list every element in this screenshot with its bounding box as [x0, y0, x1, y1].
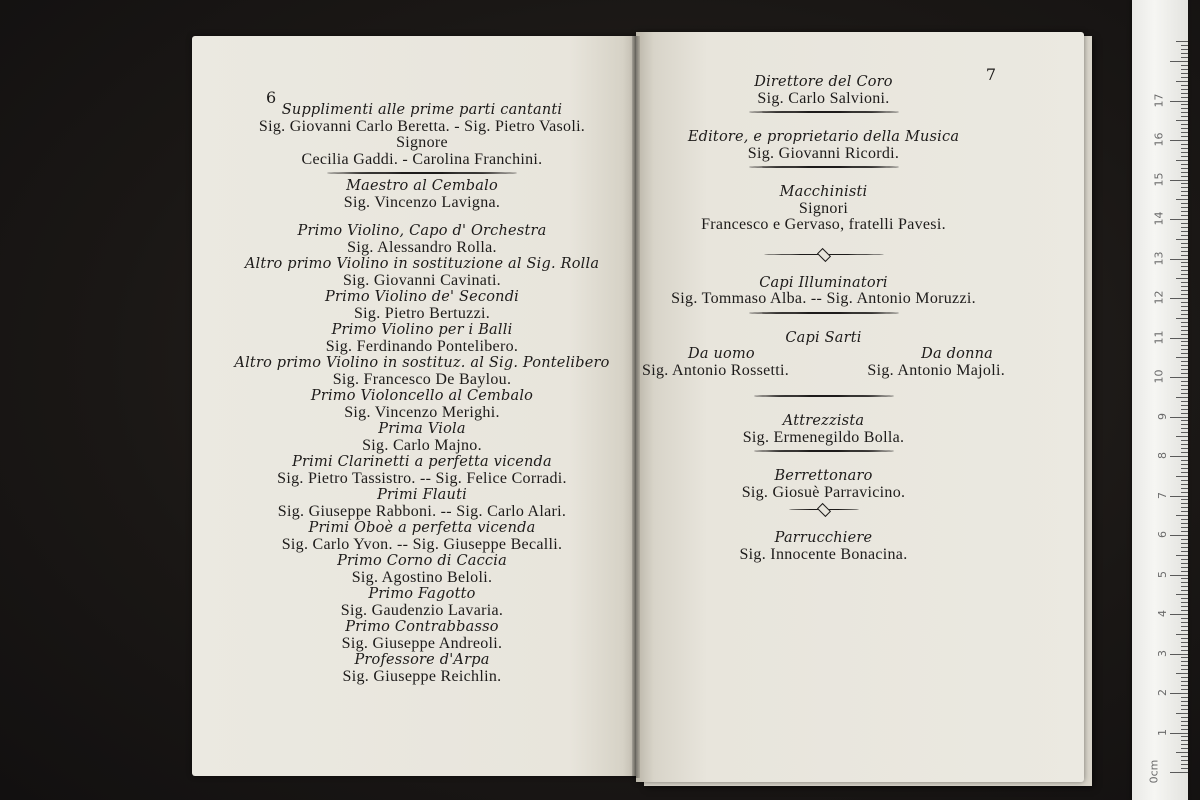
spacer [636, 172, 1011, 184]
ruler-tick [1181, 626, 1188, 627]
ruler-tick [1181, 582, 1188, 583]
page-number-left: 6 [266, 88, 277, 107]
ruler-tick [1181, 93, 1188, 94]
name-line: Sig. Carlo Majno. [362, 436, 482, 454]
ruler-tick [1181, 326, 1188, 327]
ruler-tick [1181, 168, 1188, 169]
ruler-tick [1181, 464, 1188, 465]
ruler-tick [1181, 128, 1188, 129]
ruler-tick [1181, 606, 1188, 607]
ruler-tick [1176, 673, 1188, 674]
open-booklet [192, 36, 1090, 782]
ruler-tick [1181, 721, 1188, 722]
sarti-donna [867, 346, 1005, 379]
ruler-tick [1181, 523, 1188, 524]
ruler-tick [1181, 448, 1188, 449]
ruler-tick [1176, 634, 1188, 635]
ruler-tick [1181, 717, 1188, 718]
ruler-tick [1181, 262, 1188, 263]
ruler-tick [1181, 274, 1188, 275]
ruler-tick [1181, 405, 1188, 406]
ruler-tick [1181, 638, 1188, 639]
name-line: Sig. Gaudenzio Lavaria. [340, 601, 504, 619]
ruler-tick [1181, 480, 1188, 481]
section-heading: Primo Violino, Capo d' Orchestra [297, 223, 547, 239]
ruler-tick [1181, 112, 1188, 113]
ruler-tick [1181, 393, 1188, 394]
ruler-tick [1181, 322, 1188, 323]
ruler-tick [1181, 650, 1188, 651]
ruler-tick [1181, 519, 1188, 520]
section-heading: Berrettonaro [774, 468, 873, 484]
ruler-tick [1181, 586, 1188, 587]
decorative-rule [749, 312, 899, 314]
name-line: Sig. Vincenzo Merighi. [344, 403, 500, 421]
right-page-text [636, 74, 1011, 563]
ruler-tick [1181, 341, 1188, 342]
section-heading: Primi Oboè a perfetta vicenda [308, 520, 536, 536]
ruler-tick [1181, 85, 1188, 86]
ruler-tick [1181, 689, 1188, 690]
ruler-tick [1181, 314, 1188, 315]
ruler-tick [1181, 610, 1188, 611]
ruler-tick [1181, 744, 1188, 745]
ruler-label: 1 [1156, 728, 1169, 736]
name-line: Francesco e Gervaso, fratelli Pavesi. [701, 216, 946, 233]
ruler-tick [1181, 578, 1188, 579]
ruler-tick [1181, 507, 1188, 508]
ruler-tick [1170, 535, 1188, 536]
ruler-tick [1181, 484, 1188, 485]
sarti-uomo-name: Sig. Antonio Rossetti. [642, 361, 790, 379]
ruler-tick [1181, 511, 1188, 512]
ruler-tick [1181, 270, 1188, 271]
right-page [636, 32, 1084, 782]
ruler-tick [1181, 156, 1188, 157]
ruler-tick [1176, 752, 1188, 753]
ruler-label: 0cm [1147, 759, 1161, 784]
section-heading: Prima Viola [378, 421, 466, 437]
ruler-tick [1181, 657, 1188, 658]
section-heading: Altro primo Violino in sostituz. al Sig. Pontelibero [234, 355, 610, 371]
ruler-tick [1181, 551, 1188, 552]
ruler-tick [1181, 452, 1188, 453]
section-heading: Primo Violino per i Balli [331, 322, 513, 338]
name-line: Sig. Vincenzo Lavigna. [343, 193, 501, 211]
ruler-tick [1181, 286, 1188, 287]
ruler-tick [1181, 183, 1188, 184]
ruler-label: 15 [1152, 172, 1166, 186]
ruler-tick [1181, 547, 1188, 548]
ruler-tick [1181, 294, 1188, 295]
ruler-tick [1181, 187, 1188, 188]
section-heading: Capi Illuminatori [759, 274, 888, 291]
name-line: Signori [798, 199, 849, 217]
sarti-uomo [642, 346, 789, 379]
ruler-tick [1170, 377, 1188, 378]
ruler-tick [1170, 180, 1188, 181]
ruler-tick [1181, 420, 1188, 421]
ruler-tick [1181, 132, 1188, 133]
ruler-tick [1181, 104, 1188, 105]
ruler-tick [1181, 207, 1188, 208]
ruler-tick [1181, 685, 1188, 686]
ruler-tick [1181, 432, 1188, 433]
ruler-tick [1181, 251, 1188, 252]
ruler-tick [1181, 334, 1188, 335]
spacer [636, 318, 1011, 330]
spacer [636, 401, 1011, 413]
ruler-tick [1176, 357, 1188, 358]
ruler-tick [1181, 53, 1188, 54]
ruler-label: 7 [1156, 491, 1169, 499]
ruler-tick [1181, 618, 1188, 619]
ruler-tick [1170, 456, 1188, 457]
ruler-tick [1181, 740, 1188, 741]
ruler-label: 10 [1152, 369, 1166, 384]
ruler-tick [1181, 646, 1188, 647]
ruler-tick [1181, 725, 1188, 726]
name-line: Sig. Innocente Bonacina. [739, 545, 908, 563]
ruler-tick [1181, 211, 1188, 212]
ruler-tick [1176, 476, 1188, 477]
ruler-tick [1181, 661, 1188, 662]
ruler-tick [1181, 681, 1188, 682]
ruler-tick [1181, 235, 1188, 236]
ruler-tick [1181, 590, 1188, 591]
ruler-tick [1170, 101, 1188, 102]
ruler-tick [1170, 140, 1188, 141]
ruler-tick [1181, 152, 1188, 153]
ruler-tick [1181, 559, 1188, 560]
ruler-tick [1176, 713, 1188, 714]
ruler-tick [1176, 555, 1188, 556]
decorative-rule [749, 166, 899, 168]
ruler-tick [1181, 266, 1188, 267]
ruler-tick [1181, 527, 1188, 528]
decorative-rule [754, 395, 894, 397]
ruler-tick [1181, 89, 1188, 90]
decorative-rule [754, 450, 894, 452]
ruler-label: 4 [1156, 610, 1169, 617]
ruler-tick [1181, 148, 1188, 149]
ruler-tick [1176, 594, 1188, 595]
name-line: Sig. Ermenegildo Bolla. [742, 428, 905, 446]
ruler-tick [1176, 239, 1188, 240]
decorative-rule [327, 172, 517, 174]
ruler-tick [1170, 219, 1188, 220]
sarti-donna-heading: Da donna [921, 346, 993, 362]
ruler-tick [1176, 436, 1188, 437]
ruler-tick [1181, 361, 1188, 362]
ruler-tick [1181, 440, 1188, 441]
capi-sarti-columns [636, 346, 1011, 379]
ruler-label: 9 [1156, 412, 1169, 420]
ruler-tick [1181, 365, 1188, 366]
ruler-tick [1181, 144, 1188, 145]
ruler-tick [1181, 665, 1188, 666]
ruler-tick [1181, 136, 1188, 137]
ruler-tick [1181, 164, 1188, 165]
ruler-tick [1181, 223, 1188, 224]
section-heading: Primo Violoncello al Cembalo [310, 388, 534, 404]
ruler-tick [1181, 349, 1188, 350]
section-heading: Editore, e proprietario della Musica [687, 129, 960, 145]
ruler-tick [1181, 369, 1188, 370]
ruler-tick [1181, 381, 1188, 382]
ruler-tick [1181, 705, 1188, 706]
ruler-tick [1181, 630, 1188, 631]
ruler-tick [1181, 203, 1188, 204]
ruler-label: 12 [1152, 290, 1166, 305]
section-heading: Primo Corno di Caccia [337, 553, 507, 569]
name-line: Sig. Tommaso Alba. -- Sig. Antonio Moruzzi. [671, 290, 976, 307]
ruler-tick [1181, 345, 1188, 346]
ruler-tick [1181, 176, 1188, 177]
ruler-tick [1176, 199, 1188, 200]
ruler-tick [1170, 298, 1188, 299]
ruler-label: 14 [1152, 211, 1166, 226]
ruler-label: 6 [1156, 531, 1169, 538]
ruler-tick [1181, 373, 1188, 374]
ruler-tick [1181, 413, 1188, 414]
ruler-tick [1181, 65, 1188, 66]
ruler-tick [1176, 515, 1188, 516]
ruler-tick [1181, 468, 1188, 469]
ruler-tick [1181, 701, 1188, 702]
ruler-tick [1181, 472, 1188, 473]
name-line: Sig. Alessandro Rolla. [347, 238, 497, 256]
ruler-tick [1170, 575, 1188, 576]
ruler-tick [1181, 563, 1188, 564]
ruler-tick [1181, 764, 1188, 765]
name-line: Sig. Giuseppe Andreoli. [341, 634, 503, 652]
ruler-label: 3 [1156, 649, 1169, 657]
ruler-tick [1170, 496, 1188, 497]
section-heading: Professore d'Arpa [354, 652, 490, 668]
section-heading: Parrucchiere [774, 530, 873, 546]
section-heading: Macchinisti [779, 184, 868, 200]
ruler-tick [1181, 460, 1188, 461]
ruler-tick [1176, 318, 1188, 319]
ornamental-rule [789, 509, 859, 510]
left-page [192, 36, 636, 776]
ruler-tick [1181, 598, 1188, 599]
sarti-uomo-heading: Da uomo [688, 346, 755, 362]
ruler-tick [1181, 124, 1188, 125]
name-line: Sig. Giovanni Carlo Beretta. - Sig. Pietro Vasoli. [258, 117, 586, 135]
ruler-tick [1170, 417, 1188, 418]
page-number-right: 7 [985, 65, 996, 84]
name-line: Sig. Giuseppe Rabboni. -- Sig. Carlo Alari. [277, 502, 567, 520]
ruler-tick [1181, 602, 1188, 603]
ruler-tick [1176, 120, 1188, 121]
ruler-tick [1181, 330, 1188, 331]
name-line: Sig. Francesco De Baylou. [332, 370, 512, 388]
name-line: Sig. Carlo Salvioni. [757, 89, 890, 107]
ruler-tick [1176, 397, 1188, 398]
name-line: Sig. Giosuè Parravicino. [741, 483, 906, 501]
name-line: Sig. Giovanni Ricordi. [747, 144, 900, 162]
ruler-tick [1181, 108, 1188, 109]
ruler-tick [1181, 642, 1188, 643]
ruler-tick [1170, 259, 1188, 260]
ruler-tick [1181, 45, 1188, 46]
book-gutter [632, 36, 640, 778]
name-line: Signore [396, 134, 448, 151]
spacer [220, 211, 624, 223]
ruler-label: 17 [1152, 93, 1166, 107]
ruler-tick [1181, 353, 1188, 354]
ruler-label: 11 [1152, 330, 1166, 344]
name-line: Sig. Giuseppe Reichlin. [342, 667, 502, 685]
ruler-tick [1181, 195, 1188, 196]
section-heading: Direttore del Coro [754, 74, 893, 90]
ruler-tick [1181, 488, 1188, 489]
ruler-tick [1181, 736, 1188, 737]
ruler-tick [1181, 310, 1188, 311]
ruler-tick [1176, 81, 1188, 82]
ruler-tick [1170, 61, 1188, 62]
spacer [636, 518, 1011, 530]
ruler-tick [1181, 231, 1188, 232]
section-heading: Supplimenti alle prime parti cantanti [281, 102, 563, 118]
section-heading: Primi Flauti [377, 487, 467, 503]
ruler-tick [1170, 693, 1188, 694]
spacer [636, 263, 1011, 275]
ruler-tick [1181, 97, 1188, 98]
ruler-tick [1176, 160, 1188, 161]
decorative-rule [749, 111, 899, 113]
ornamental-rule [764, 254, 884, 255]
name-line: Sig. Giovanni Cavinati. [342, 271, 501, 289]
ruler-tick [1181, 499, 1188, 500]
spacer [636, 234, 1011, 246]
section-heading: Primo Violino de' Secondi [324, 289, 520, 305]
ruler-tick [1181, 302, 1188, 303]
ruler-tick [1181, 748, 1188, 749]
ruler-tick [1181, 73, 1188, 74]
ruler-tick [1181, 571, 1188, 572]
section-heading: Attrezzista [782, 413, 865, 429]
ruler-tick [1181, 428, 1188, 429]
name-line: Sig. Carlo Yvon. -- Sig. Giuseppe Becalli. [281, 535, 563, 553]
name-line: Cecilia Gaddi. - Carolina Franchini. [301, 150, 543, 168]
ruler-tick [1181, 567, 1188, 568]
ruler-tick [1170, 733, 1188, 734]
ruler-tick [1181, 709, 1188, 710]
measuring-ruler [1132, 0, 1188, 800]
ruler-tick [1181, 282, 1188, 283]
ruler-tick [1181, 290, 1188, 291]
ruler-tick [1181, 385, 1188, 386]
ruler-tick [1181, 756, 1188, 757]
section-heading: Primi Clarinetti a perfetta vicenda [292, 454, 552, 470]
ruler-tick [1181, 677, 1188, 678]
section-heading: Capi Sarti [785, 329, 862, 346]
name-line: Sig. Pietro Bertuzzi. [353, 304, 491, 322]
ruler-tick [1170, 338, 1188, 339]
ruler-tick [1181, 424, 1188, 425]
ruler-tick [1181, 729, 1188, 730]
ruler-tick [1181, 444, 1188, 445]
ruler-tick [1181, 215, 1188, 216]
name-line: Sig. Pietro Tassistro. -- Sig. Felice Corradi. [277, 469, 567, 487]
left-page-text [220, 102, 624, 685]
ruler-tick [1170, 772, 1188, 773]
ruler-tick [1181, 247, 1188, 248]
ruler-tick [1181, 697, 1188, 698]
ruler-tick [1181, 227, 1188, 228]
section-heading: Primo Contrabbasso [345, 619, 499, 635]
ruler-tick [1181, 543, 1188, 544]
ruler-label: 5 [1156, 570, 1169, 578]
ruler-tick [1181, 492, 1188, 493]
ruler-tick [1181, 768, 1188, 769]
ruler-tick [1181, 409, 1188, 410]
section-heading: Primo Fagotto [368, 586, 476, 602]
ruler-tick [1170, 654, 1188, 655]
ruler-tick [1181, 401, 1188, 402]
section-heading: Altro primo Violino in sostituzione al Sig. Rolla [244, 256, 600, 272]
ruler-tick [1181, 172, 1188, 173]
ruler-tick [1181, 760, 1188, 761]
ruler-tick [1181, 57, 1188, 58]
ruler-tick [1181, 539, 1188, 540]
spacer [636, 456, 1011, 468]
ruler-label: 2 [1156, 689, 1169, 696]
ruler-tick [1181, 306, 1188, 307]
sarti-donna-name: Sig. Antonio Majoli. [867, 361, 1005, 379]
ruler-tick [1181, 77, 1188, 78]
ruler-label: 8 [1156, 452, 1169, 459]
ruler-tick [1181, 49, 1188, 50]
ruler-tick [1181, 116, 1188, 117]
ruler-tick [1181, 531, 1188, 532]
ruler-tick [1170, 614, 1188, 615]
ruler-label: 16 [1152, 132, 1166, 147]
ruler-tick [1181, 191, 1188, 192]
ruler-tick [1176, 278, 1188, 279]
ruler-tick [1181, 622, 1188, 623]
name-line: Sig. Ferdinando Pontelibero. [325, 337, 519, 355]
section-heading: Maestro al Cembalo [346, 178, 498, 194]
spacer [636, 117, 1011, 129]
ruler-label: 13 [1152, 251, 1166, 265]
ruler-tick [1181, 389, 1188, 390]
ruler-tick [1181, 503, 1188, 504]
ruler-tick [1176, 41, 1188, 42]
ruler-tick [1181, 69, 1188, 70]
ruler-tick [1181, 669, 1188, 670]
ruler-tick [1181, 243, 1188, 244]
name-line: Sig. Agostino Beloli. [351, 568, 493, 586]
spacer [636, 379, 1011, 391]
ruler-tick [1181, 255, 1188, 256]
